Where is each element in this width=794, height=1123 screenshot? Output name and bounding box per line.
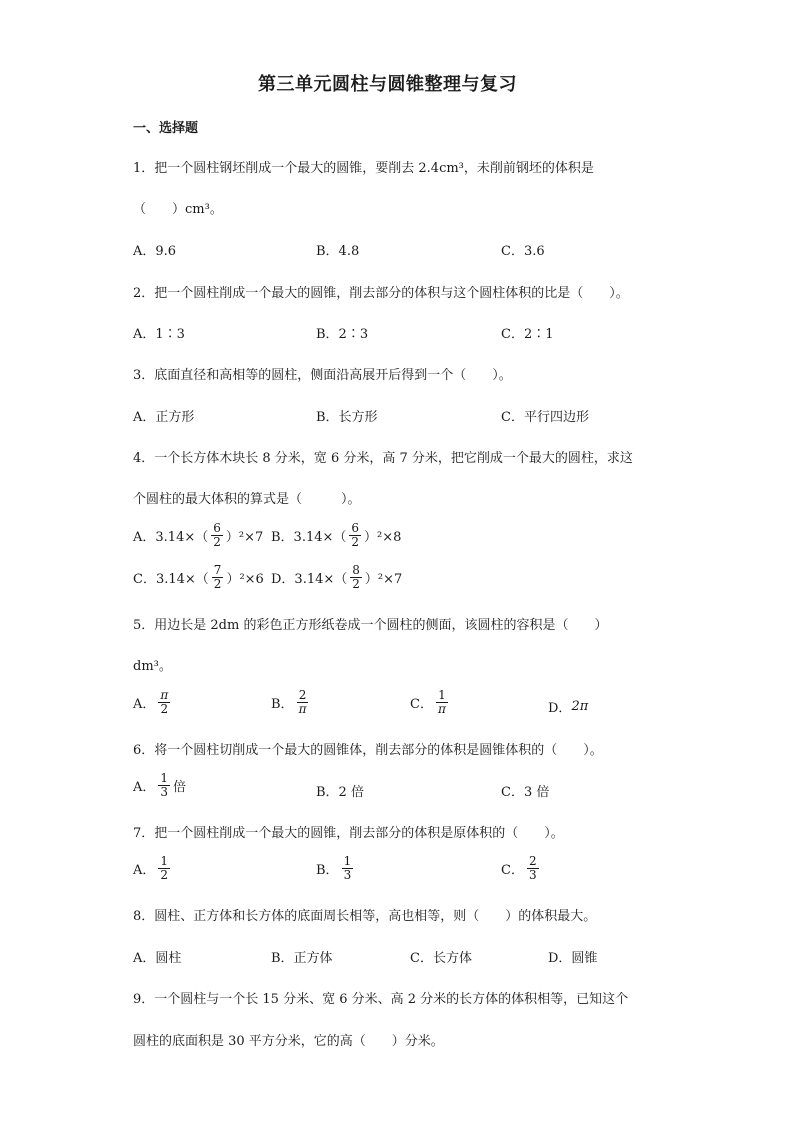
q5-option-d[interactable] [548, 697, 588, 716]
numerator: 2 [298, 688, 307, 702]
q3-option-a[interactable]: A．正方形 [133, 410, 195, 425]
q1-option-c[interactable]: C．3.6 [501, 244, 545, 259]
option-suffix: ）²×8 [364, 530, 402, 545]
option-prefix: A．3.14×（ [133, 530, 209, 545]
option-prefix: A． [133, 697, 156, 712]
fraction [436, 689, 448, 716]
numerator: 8 [352, 563, 360, 577]
q6-option-c[interactable]: C．3 倍 [501, 785, 550, 800]
q8-option-a[interactable]: A．圆柱 [133, 951, 182, 966]
denominator: π [437, 702, 446, 716]
fraction [158, 772, 170, 799]
fraction [297, 689, 309, 716]
denominator: 2 [213, 577, 222, 591]
fraction [158, 689, 170, 716]
question-4-line-1: 4．一个长方体木块长 8 分米，宽 6 分米，高 7 分米，把它削成一个最大的圆柱，求这 [133, 451, 633, 466]
option-suffix: 倍 [173, 780, 187, 795]
option-prefix: D． [548, 701, 572, 716]
option-prefix: A． [133, 780, 156, 795]
q4-option-a[interactable] [133, 522, 263, 549]
question-5-line-2: dm³。 [133, 659, 172, 674]
option-prefix: C． [410, 697, 433, 712]
q8-option-b[interactable]: B．正方体 [271, 951, 333, 966]
q1-option-b[interactable]: B．4.8 [316, 244, 360, 259]
fraction [349, 522, 361, 549]
option-suffix: ）²×6 [226, 572, 264, 587]
denominator: 3 [160, 785, 169, 799]
option-prefix: C．3.14×（ [133, 572, 209, 587]
question-8: 8．圆柱、正方体和长方体的底面周长相等，高也相等，则（ ）的体积最大。 [133, 909, 597, 924]
q8-option-d[interactable]: D．圆锥 [548, 951, 598, 966]
fraction [212, 564, 224, 591]
question-3: 3．底面直径和高相等的圆柱，侧面沿高展开后得到一个（ ）。 [133, 368, 512, 383]
fraction [211, 522, 223, 549]
denominator: π [298, 702, 307, 716]
q7-option-a[interactable] [133, 855, 173, 882]
fraction [342, 855, 354, 882]
q7-option-b[interactable] [316, 855, 356, 882]
denominator: 3 [528, 868, 537, 882]
numerator: 6 [351, 521, 360, 535]
option-suffix: ）²×7 [225, 530, 264, 545]
numerator: 2 [528, 854, 537, 868]
q6-option-b[interactable]: B．2 倍 [316, 785, 364, 800]
option-prefix: C． [501, 863, 524, 878]
q7-option-c[interactable] [501, 855, 542, 882]
q5-option-b[interactable] [271, 689, 311, 716]
numerator: 1 [160, 854, 169, 868]
denominator: 2 [160, 868, 169, 882]
q5-option-c[interactable] [410, 689, 451, 716]
q1-option-a[interactable]: A．9.6 [133, 244, 177, 259]
numerator: 1 [438, 688, 446, 702]
q2-option-c[interactable]: C．2∶1 [501, 327, 554, 342]
fraction [158, 855, 170, 882]
q4-option-c[interactable] [133, 564, 264, 591]
q4-option-d[interactable] [271, 564, 402, 591]
denominator: 3 [343, 868, 352, 882]
q6-option-a[interactable] [133, 772, 186, 799]
question-1-line-1: 1．把一个圆柱钢坯削成一个最大的圆锥，要削去 2.4cm³，未削前钢坯的体积是 [133, 161, 594, 176]
q2-option-b[interactable]: B．2∶3 [316, 327, 369, 342]
numerator: π [160, 688, 169, 702]
option-prefix: B． [271, 697, 294, 712]
fraction [350, 564, 362, 591]
fraction [527, 855, 539, 882]
option-prefix: B．3.14×（ [271, 530, 347, 545]
question-4-line-2: 个圆柱的最大体积的算式是（ ）。 [133, 492, 361, 507]
numerator: 1 [343, 854, 352, 868]
question-9-line-1: 9．一个圆柱与一个长 15 分米、宽 6 分米、高 2 分米的长方体的体积相等，已知这个 [133, 992, 629, 1007]
option-value: 2π [571, 699, 589, 714]
q2-option-a[interactable]: A．1∶3 [133, 327, 185, 342]
section-heading: 一、选择题 [133, 121, 199, 136]
denominator: 2 [352, 577, 360, 591]
question-5-line-1: 5．用边长是 2dm 的彩色正方形纸卷成一个圆柱的侧面，该圆柱的容积是（ ） [133, 618, 608, 633]
question-9-line-2: 圆柱的底面积是 30 平方分米，它的高（ ）分米。 [133, 1034, 444, 1049]
option-prefix: A． [133, 863, 156, 878]
option-suffix: ）²×7 [364, 572, 403, 587]
denominator: 2 [160, 702, 169, 716]
q3-option-b[interactable]: B．长方形 [316, 410, 378, 425]
numerator: 1 [160, 771, 169, 785]
q8-option-c[interactable]: C．长方体 [410, 951, 472, 966]
q3-option-c[interactable]: C．平行四边形 [501, 410, 589, 425]
option-prefix: D．3.14×（ [271, 572, 348, 587]
page-title: 第三单元圆柱与圆锥整理与复习 [258, 74, 517, 95]
question-7: 7．把一个圆柱削成一个最大的圆锥，削去部分的体积是原体积的（ ）。 [133, 826, 564, 841]
q4-option-b[interactable] [271, 522, 401, 549]
option-prefix: B． [316, 863, 339, 878]
numerator: 6 [213, 521, 221, 535]
denominator: 2 [213, 535, 221, 549]
q5-option-a[interactable] [133, 689, 173, 716]
question-6: 6．将一个圆柱切削成一个最大的圆锥体，削去部分的体积是圆锥体积的（ ）。 [133, 743, 603, 758]
question-1-line-2: （ ）cm³。 [133, 202, 223, 217]
question-2: 2．把一个圆柱削成一个最大的圆锥，削去部分的体积与这个圆柱体积的比是（ ）。 [133, 286, 629, 301]
denominator: 2 [351, 535, 360, 549]
numerator: 7 [213, 563, 222, 577]
